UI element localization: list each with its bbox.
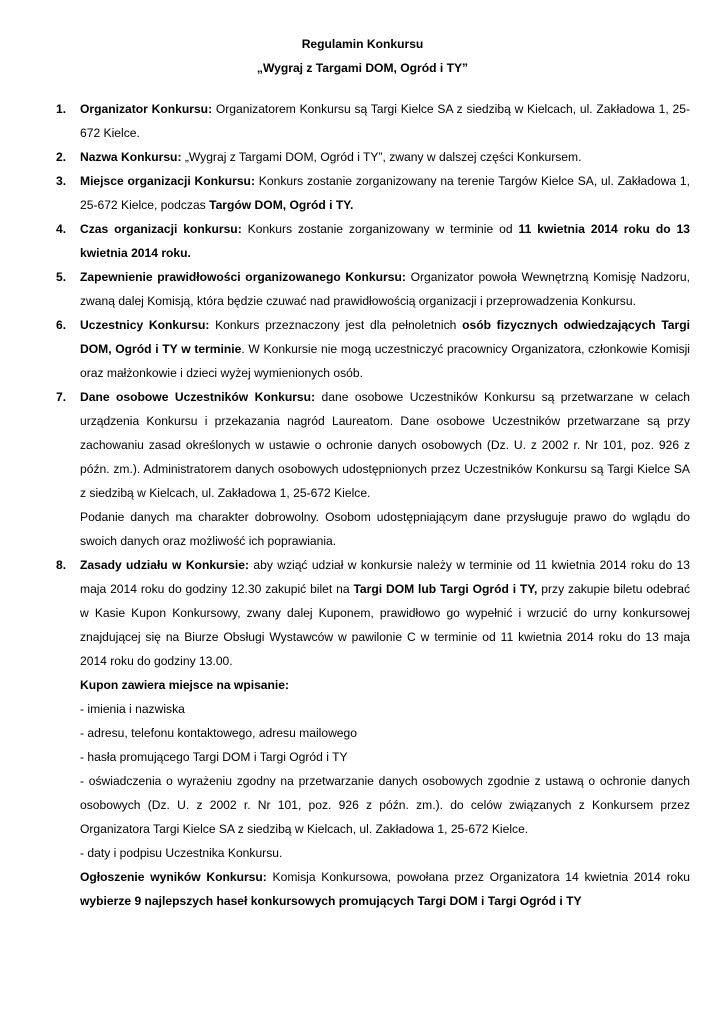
rule-number: 6. xyxy=(56,318,67,332)
rule-number: 5. xyxy=(56,270,67,284)
results-paragraph xyxy=(80,865,690,913)
rule-item-2 xyxy=(56,145,690,169)
rule-item-6 xyxy=(56,313,690,385)
rule-label: Nazwa Konkursu: xyxy=(80,150,182,164)
rule-text: dane osobowe Uczestników Konkursu są przetwarzane w celach urządzenia Konkursu i przekazania nagród Laureatom. Dane osobowe Uczestników przetwarzane są przy zachowaniu zasad określonych w ustawie o ochronie danych osobowych (Dz. U. z 2002 r. Nr 101, poz. 926 z późn. zm.). Administratorem danych osobowych udostępnionych przez Uczestników Konkursu są Targi Kielce SA z siedzibą w Kielcach, ul. Zakładowa 1, 25-672 Kielce. xyxy=(80,390,690,500)
rule-number: 1. xyxy=(56,102,67,116)
rule-text: Konkurs zostanie zorganizowany w terminie od xyxy=(241,222,519,236)
rule-text: aby wziąć udział w konkursie należy w terminie od 11 kwietnia 2014 roku do 13 maja 2014 roku do godziny 12.30 zakupić bilet na xyxy=(80,558,690,596)
rule-text-continued: przy zakupie biletu odebrać w Kasie Kupon Konkursowy, zwany dalej Kuponem, prawidłowo go wypełnić i wrzucić do urny konkursowej znajdującej się na Biurze Obsługi Wystawców w pawilonie C w terminie od 11 kwietnia 2014 roku do 13 maja 2014 roku do godziny 13.00. xyxy=(80,582,690,668)
rule-text-continued: . W Konkursie nie mogą uczestniczyć pracownicy Organizatora, członkowie Komisji oraz małżonkowie i dzieci wyżej wymienionych osób. xyxy=(80,342,690,380)
rule-paragraph: Podanie danych ma charakter dobrowolny. Osobom udostępniającym dane przysługuje prawo do wglądu do swoich danych oraz możliwość ich poprawiania. xyxy=(80,510,690,548)
coupon-heading: Kupon zawiera miejsce na wpisanie: xyxy=(80,678,290,692)
rule-item-7 xyxy=(56,385,690,553)
rule-number: 4. xyxy=(56,222,67,236)
rule-text: „Wygraj z Targami DOM, Ogród i TY”, zwany w dalszej części Konkursem. xyxy=(181,150,582,164)
rule-label: Zasady udziału w Konkursie: xyxy=(80,558,249,572)
rule-number: 7. xyxy=(56,390,67,404)
coupon-item: - daty i podpisu Uczestnika Konkursu. xyxy=(80,846,283,860)
rule-item-3 xyxy=(56,169,691,217)
rule-bold-text: 11 kwietnia 2014 roku do 13 kwietnia 2014 roku. xyxy=(80,222,690,260)
rule-number: 3. xyxy=(56,174,67,188)
rule-item-8 xyxy=(56,553,690,913)
rule-label: Miejsce organizacji Konkursu: xyxy=(80,174,255,188)
rule-text: Konkurs zostanie zorganizowany na terenie Targów Kielce SA, ul. Zakładowa 1, 25-672 Kielce, podczas xyxy=(80,174,691,212)
coupon-item: - hasła promującego Targi DOM i Targi Ogród i TY xyxy=(80,750,348,764)
results-label: Ogłoszenie wyników Konkursu: xyxy=(80,870,267,884)
results-text: Komisja Konkursowa, powołana przez Organizatora 14 kwietnia 2014 roku xyxy=(266,870,690,884)
rule-number: 2. xyxy=(56,150,67,164)
rule-number: 8. xyxy=(56,558,67,572)
results-bold-text: wybierze 9 najlepszych haseł konkursowych promujących Targi DOM i Targi Ogród i TY xyxy=(80,894,582,908)
rule-text: Organizatorem Konkursu są Targi Kielce SA z siedzibą w Kielcach, ul. Zakładowa 1, 25-672 Kielce. xyxy=(80,102,690,140)
rule-item-4 xyxy=(56,217,690,265)
coupon-item: - imienia i nazwiska xyxy=(80,702,185,716)
coupon-item: - oświadczenia o wyrażeniu zgodny na przetwarzanie danych osobowych zgodnie z ustawą o ochronie danych osobowych (Dz. U. z 2002 r. Nr 101, poz. 926 z późn. zm.). do celów związanych z Konkursem przez Organizatora Targi Kielce SA z siedzibą w Kielcach, ul. Zakładowa 1, 25-672 Kielce. xyxy=(80,774,690,836)
rule-label: Uczestnicy Konkursu: xyxy=(80,318,210,332)
rule-text: Konkurs przeznaczony jest dla pełnoletnich xyxy=(209,318,463,332)
rule-text: Organizator powoła Wewnętrzną Komisję Nadzoru, zwaną dalej Komisją, która będzie czuwać nad prawidłowością organizacji i przeprowadzenia Konkursu. xyxy=(80,270,691,308)
rule-label: Zapewnienie prawidłowości organizowanego Konkursu: xyxy=(80,270,406,284)
coupon-item: - adresu, telefonu kontaktowego, adresu mailowego xyxy=(80,726,357,740)
rule-bold-text: osób fizycznych odwiedzających Targi DOM, Ogród i TY w terminie xyxy=(80,318,690,356)
rule-item-5 xyxy=(56,265,691,313)
rule-bold-text: Targi DOM lub Targi Ogród i TY, xyxy=(353,582,538,596)
rule-label: Organizator Konkursu: xyxy=(80,102,213,116)
rule-item-1 xyxy=(56,97,690,145)
rule-label: Czas organizacji konkursu: xyxy=(80,222,242,236)
rule-label: Dane osobowe Uczestników Konkursu: xyxy=(80,390,316,404)
rules-list xyxy=(56,97,691,913)
rule-bold-text: Targów DOM, Ogród i TY. xyxy=(209,198,354,212)
document-title: Regulamin Konkursu xyxy=(301,37,424,51)
document-subtitle: „Wygraj z Targami DOM, Ogród i TY” xyxy=(256,61,469,75)
